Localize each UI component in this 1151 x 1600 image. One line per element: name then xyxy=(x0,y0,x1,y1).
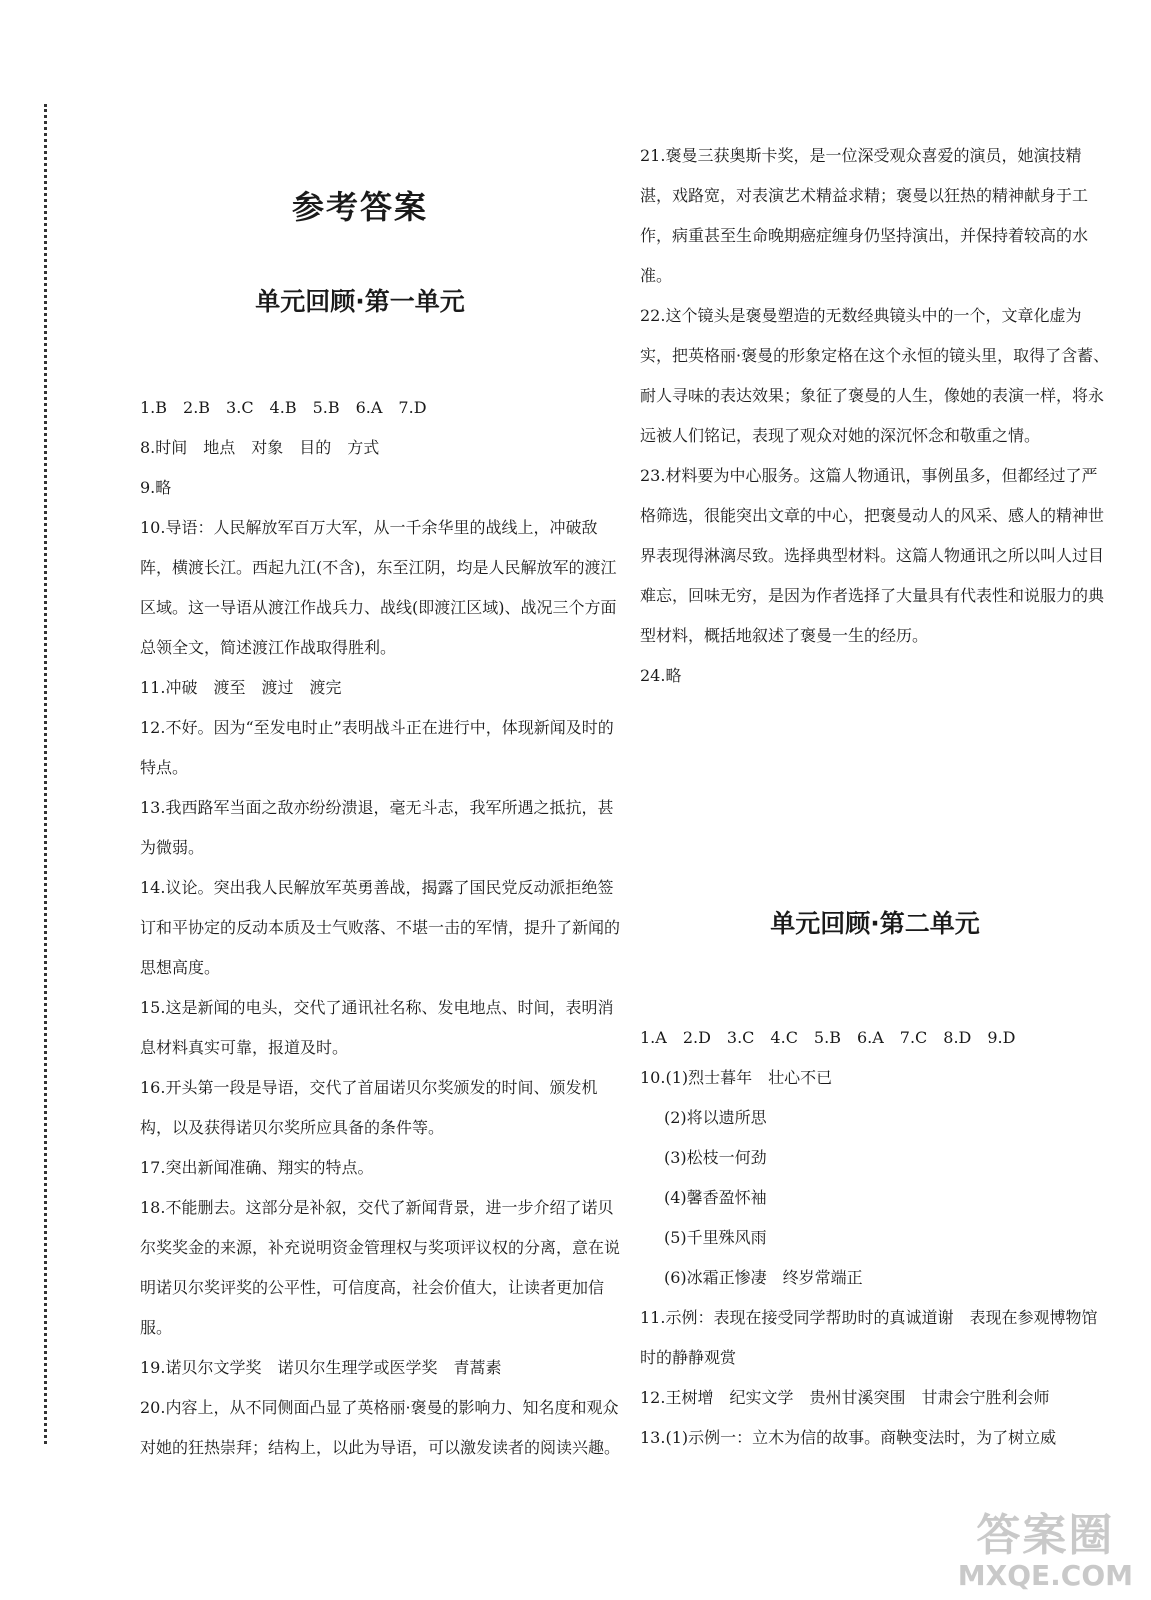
answer-item: (5)千里殊风雨 xyxy=(664,1228,767,1247)
answer-item: 14.议论。突出我人民解放军英勇善战，揭露了国民党反动派拒绝签订和平协定的反动本质及士气败落、不堪一击的军情，提升了新闻的思想高度。 xyxy=(140,878,621,977)
unit2-title: 单元回顾·第二单元 xyxy=(770,909,980,938)
answer-item: 15.这是新闻的电头，交代了通讯社名称、发电地点、时间，表明消息材料真实可靠，报道及时。 xyxy=(140,998,614,1057)
answer-item: 23.材料要为中心服务。这篇人物通讯，事例虽多，但都经过了严格筛选，很能突出文章的中心，把褒曼动人的风采、感人的精神世界表现得淋漓尽致。选择典型材料。这篇人物通讯之所以叫人过目难忘，回味无穷，是因为作者选择了大量具有代表性和说服力的典型材料，概括地叙述了褒曼一生的经历。 xyxy=(640,466,1105,645)
answer-item: 10.导语：人民解放军百万大军，从一千余华里的战线上，冲破敌阵，横渡长江。西起九江(不含)，东至江阴，均是人民解放军的渡江区域。这一导语从渡江作战兵力、战线(即渡江区域)、战况三个方面总领全文，简述渡江作战取得胜利。 xyxy=(140,518,617,657)
watermark-url: MXQE.COM xyxy=(957,1559,1133,1592)
answer-item: 17.突出新闻准确、翔实的特点。 xyxy=(140,1158,374,1177)
answer-item: (4)馨香盈怀袖 xyxy=(664,1188,767,1207)
answer-item: 20.内容上，从不同侧面凸显了英格丽·褒曼的影响力、知名度和观众对她的狂热崇拜；结构上，以此为导语，可以激发读者的阅读兴趣。 xyxy=(140,1398,621,1457)
watermark-logo-text: 答案圈 xyxy=(976,1510,1115,1561)
answer-item: 9.略 xyxy=(140,478,172,497)
answer-item: 8.时间 地点 对象 目的 方式 xyxy=(140,438,380,457)
binding-dotted-line xyxy=(44,104,47,1444)
answer-item: 12.王树增 纪实文学 贵州甘溪突围 甘肃会宁胜利会师 xyxy=(640,1388,1050,1407)
answer-item: 10.(1)烈士暮年 壮心不已 xyxy=(640,1068,833,1087)
unit1-title: 单元回顾·第一单元 xyxy=(255,287,465,316)
watermark-logo xyxy=(958,1512,1133,1592)
answer-item: 19.诺贝尔文学奖 诺贝尔生理学或医学奖 青蒿素 xyxy=(140,1358,502,1377)
answer-item: 12.不好。因为“至发电时止”表明战斗正在进行中，体现新闻及时的特点。 xyxy=(140,718,614,777)
answer-item: 13.我西路军当面之敌亦纷纷溃退，毫无斗志，我军所遇之抵抗，甚为微弱。 xyxy=(140,798,614,857)
answer-item: (3)松枝一何劲 xyxy=(664,1148,767,1167)
unit1-answers-left xyxy=(140,388,620,1468)
answer-item: 1.B 2.B 3.C 4.B 5.B 6.A 7.D xyxy=(140,398,427,417)
answer-item: 1.A 2.D 3.C 4.C 5.B 6.A 7.C 8.D 9.D xyxy=(640,1028,1016,1047)
answer-item: 18.不能删去。这部分是补叙，交代了新闻背景，进一步介绍了诺贝尔奖奖金的来源，补充说明资金管理权与奖项评议权的分离，意在说明诺贝尔奖评奖的公平性，可信度高，社会价值大，让读者更加信服。 xyxy=(140,1198,621,1337)
answer-item: (6)冰霜正惨凄 终岁常端正 xyxy=(664,1268,863,1287)
answer-item: 24.略 xyxy=(640,666,682,685)
page-title: 参考答案 xyxy=(291,188,428,226)
answer-item: 11.示例：表现在接受同学帮助时的真诚道谢 表现在参观博物馆时的静静观赏 xyxy=(640,1308,1098,1367)
answer-item: 11.冲破 渡至 渡过 渡完 xyxy=(140,678,342,697)
answer-item: (2)将以遗所思 xyxy=(664,1108,767,1127)
answer-item: 21.褒曼三获奥斯卡奖，是一位深受观众喜爱的演员，她演技精湛，戏路宽，对表演艺术精益求精；褒曼以狂热的精神献身于工作，病重甚至生命晚期癌症缠身仍坚持演出，并保持着较高的水准。 xyxy=(640,146,1089,285)
answer-item: 13.(1)示例一：立木为信的故事。商鞅变法时，为了树立威 xyxy=(640,1428,1057,1447)
unit1-answers-right xyxy=(640,136,1110,696)
unit2-answers xyxy=(640,1018,1110,1458)
answer-item: 16.开头第一段是导语，交代了首届诺贝尔奖颁发的时间、颁发机构，以及获得诺贝尔奖所应具备的条件等。 xyxy=(140,1078,598,1137)
answer-item: 22.这个镜头是褒曼塑造的无数经典镜头中的一个，文章化虚为实，把英格丽·褒曼的形象定格在这个永恒的镜头里，取得了含蓄、耐人寻味的表达效果；象征了褒曼的人生，像她的表演一样，将永远被人们铭记，表现了观众对她的深沉怀念和敬重之情。 xyxy=(640,306,1110,445)
